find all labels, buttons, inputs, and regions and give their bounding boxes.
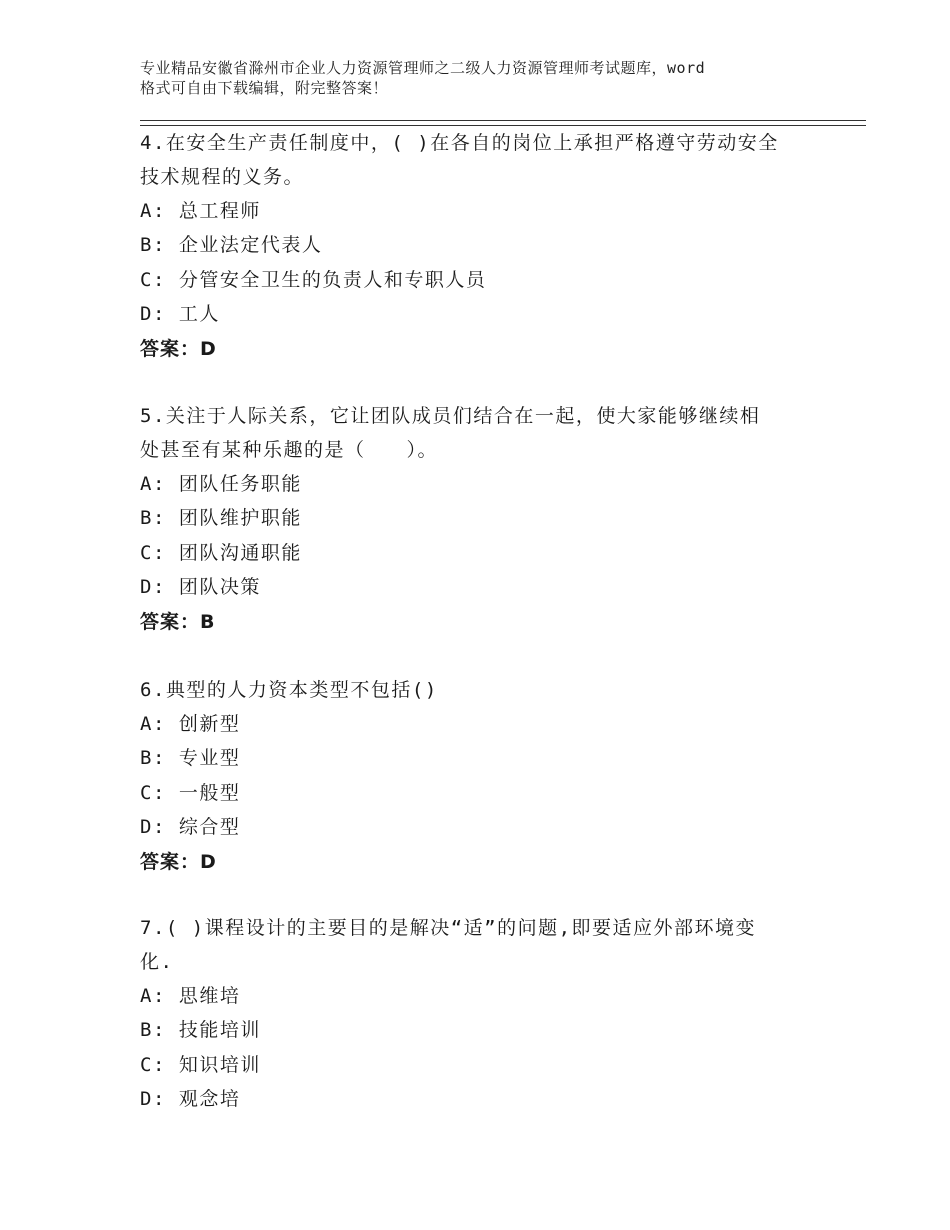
answer: 答案：B [140, 610, 216, 633]
question-5 [140, 399, 820, 639]
question-stem-line: 7.( )课程设计的主要目的是解决“适”的问题,即要适应外部环境变 [140, 917, 757, 939]
option-d: D: 团队决策 [140, 576, 261, 599]
question-7 [140, 911, 820, 1117]
question-stem-line: 技术规程的义务。 [140, 166, 305, 188]
option-a: A: 总工程师 [140, 200, 261, 222]
question-stem-line: 6.典型的人力资本类型不包括() [140, 679, 438, 701]
option-a: A: 思维培 [140, 985, 241, 1007]
option-b: B: 企业法定代表人 [140, 234, 323, 257]
header-line-1: 专业精品安徽省滁州市企业人力资源管理师之二级人力资源管理师考试题库，word [140, 59, 706, 77]
question-stem-line: 5.关注于人际关系，它让团队成员们结合在一起，使大家能够继续相 [140, 405, 761, 427]
header-rule-top [140, 120, 866, 121]
option-c: C: 分管安全卫生的负责人和专职人员 [140, 268, 487, 291]
question-6 [140, 673, 820, 879]
answer: 答案：D [140, 850, 217, 873]
question-stem-line: 4.在安全生产责任制度中，( )在各自的岗位上承担严格遵守劳动安全 [140, 132, 779, 154]
option-d: D: 综合型 [140, 816, 241, 839]
answer: 答案：D [140, 337, 217, 360]
option-b: B: 技能培训 [140, 1019, 261, 1042]
option-b: B: 专业型 [140, 747, 241, 770]
option-d: D: 工人 [140, 303, 220, 326]
question-stem-line: 化. [140, 951, 174, 973]
option-c: C: 团队沟通职能 [140, 541, 302, 564]
document-header [140, 58, 830, 98]
option-c: C: 一般型 [140, 781, 241, 804]
question-stem-line: 处甚至有某种乐趣的是（ ）。 [140, 439, 439, 461]
option-a: A: 团队任务职能 [140, 473, 302, 495]
question-4 [140, 126, 820, 366]
header-line-2: 格式可自由下载编辑，附完整答案！ [140, 79, 389, 97]
option-b: B: 团队维护职能 [140, 507, 302, 530]
option-c: C: 知识培训 [140, 1053, 261, 1076]
option-d: D: 观念培 [140, 1088, 241, 1111]
option-a: A: 创新型 [140, 713, 241, 735]
